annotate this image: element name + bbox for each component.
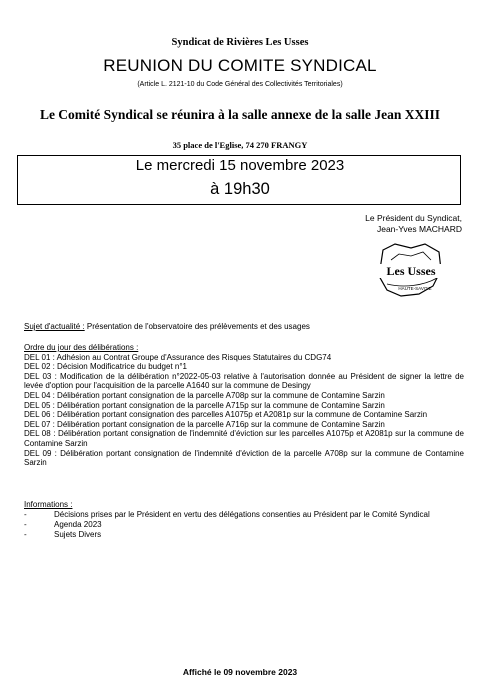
meeting-date: Le mercredi 15 novembre 2023 [135, 157, 345, 174]
agenda-item: DEL 02 : Décision Modificatrice du budget n°1 [24, 362, 187, 372]
article-reference: (Article L. 2121-10 du Code Général des Collectivités Territoriales) [137, 81, 343, 88]
page-title: REUNION DU COMITE SYNDICAL [103, 56, 377, 75]
agenda-label: Ordre du jour des délibérations : [24, 343, 139, 352]
information-item: - Agenda 2023 [24, 520, 102, 529]
signature-block [365, 213, 462, 234]
agenda-item: DEL 01 : Adhésion au Contrat Groupe d'Assurance des Risques Statutaires du CDG74 [24, 352, 332, 362]
actualite-text: Présentation de l'observatoire des prélèvements et des usages [84, 322, 310, 331]
agenda-section [24, 343, 464, 468]
actualite-label: Sujet d'actualité : [24, 322, 85, 331]
actualite-line [24, 322, 464, 332]
signature-name: Jean-Yves MACHARD [376, 223, 462, 234]
stamp-logo-icon [353, 240, 463, 305]
agenda-item: DEL 06 : Délibération portant consignation des parcelles A1075p et A2081p sur la commune de Contamine Sarzin [24, 410, 428, 420]
informations-label: Informations : [24, 500, 73, 509]
agenda-item: DEL 08 : Délibération portant consignation de l'indemnité d'éviction sur les parcelles A1075p et A2081p sur la commune de Contamine Sarzin [24, 429, 464, 448]
bullet-dash: - [24, 510, 27, 519]
informations-section [24, 500, 464, 540]
syndicate-stamp [353, 240, 463, 305]
agenda-item: DEL 05 : Délibération portant consignation de la parcelle A715p sur la commune de Contamine Sarzin [24, 400, 385, 410]
information-item: - Sujets Divers [24, 530, 102, 539]
meeting-time: à 19h30 [210, 180, 270, 198]
posting-date: Affiché le 09 novembre 2023 [182, 667, 298, 677]
meeting-place: Le Comité Syndical se réunira à la salle annexe de la salle Jean XXIII [39, 107, 441, 122]
agenda-item: DEL 09 : Délibération portant consignation de l'indemnité d'éviction de la parcelle A708p sur la commune de Contamine Sarzin [24, 448, 464, 468]
stamp-subtext: HAUTE-SAVOIE [398, 286, 432, 291]
signature-title: Le Président du Syndicat, [365, 213, 462, 223]
information-item: - Décisions prises par le Président en vertu des délégations consenties au Président par le Comité Syndical [24, 510, 430, 519]
agenda-item: DEL 07 : Délibération portant consignation de la parcelle A716p sur la commune de Contamine Sarzin [24, 419, 385, 429]
meeting-address: 35 place de l'Eglise, 74 270 FRANGY [172, 140, 308, 150]
agenda-item: DEL 04 : Délibération portant consignation de la parcelle A708p sur la commune de Contamine Sarzin [24, 390, 385, 400]
bullet-dash: - [24, 530, 27, 539]
organization-name: Syndicat de Rivières Les Usses [171, 37, 309, 48]
agenda-item: DEL 03 : Modification de la délibération n°2022-05-03 relative à l'autorisation donnée au Président de signer la lettre de levée d'option pour l'acquisition de la parcelle A1640 sur la commune de Desingy [24, 371, 464, 391]
stamp-text: Les Usses [386, 264, 436, 278]
bullet-dash: - [24, 520, 27, 529]
